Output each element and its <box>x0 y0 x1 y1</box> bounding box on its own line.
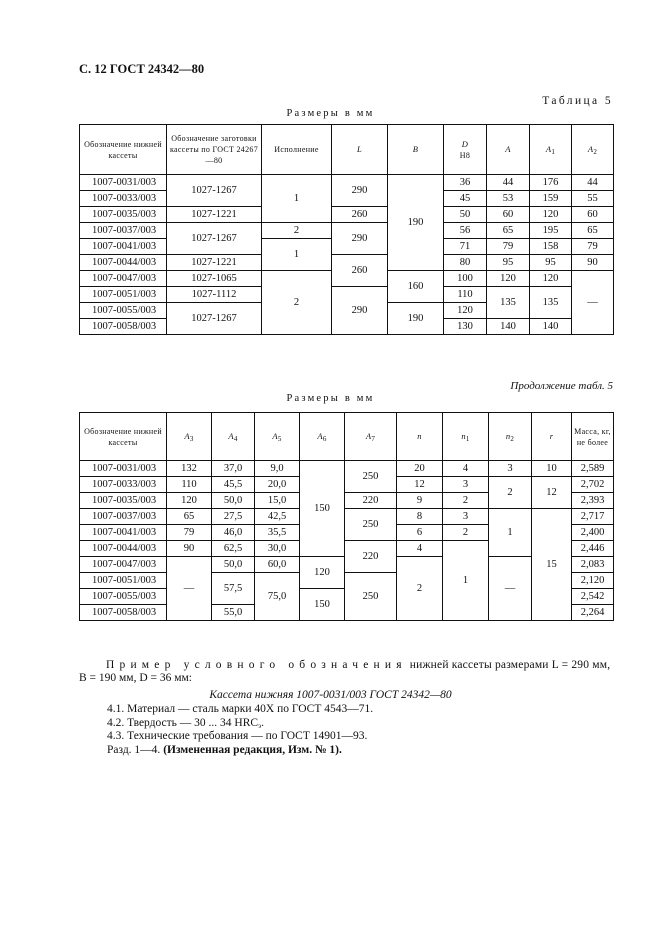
table-cell: 120 <box>530 207 572 223</box>
table-cell: 3 <box>489 461 532 477</box>
table-cell: 1007-0044/003 <box>80 255 167 271</box>
table-cell: 10 <box>532 461 572 477</box>
col-header-blank: Обозначение заготовки кассеты по ГОСТ 24267—80 <box>167 125 262 175</box>
table-cell: 1007-0035/003 <box>80 207 167 223</box>
table-cell: 1007-0041/003 <box>80 239 167 255</box>
table-cell: 56 <box>444 223 487 239</box>
table-cell: 79 <box>572 239 614 255</box>
table-cell: 9,0 <box>255 461 300 477</box>
col-header-A6: $A_6$ <box>300 413 345 461</box>
table-cell: 65 <box>167 509 212 525</box>
table-cell: 1027-1221 <box>167 207 262 223</box>
col-header-A5: $A_5$ <box>255 413 300 461</box>
table-cell: 90 <box>167 541 212 557</box>
table-cell: 3 <box>443 477 489 493</box>
table-cell: 6 <box>397 525 443 541</box>
table-cell: 1027-1112 <box>167 287 262 303</box>
table-cell: 1027-1065 <box>167 271 262 287</box>
table-cell: 2 <box>262 271 332 335</box>
table-cell: 1007-0041/003 <box>80 525 167 541</box>
table-cell: 53 <box>487 191 530 207</box>
table-cell: 1007-0035/003 <box>80 493 167 509</box>
table-cell: 220 <box>345 493 397 509</box>
dimensions-table <box>79 124 614 335</box>
table-cell: 90 <box>572 255 614 271</box>
table-cell: 45 <box>444 191 487 207</box>
table-cell: 2 <box>443 525 489 541</box>
table-cell: 1007-0047/003 <box>80 271 167 287</box>
table-cell: 1007-0033/003 <box>80 191 167 207</box>
table-cell: 260 <box>332 255 388 287</box>
table-cell: 158 <box>530 239 572 255</box>
table-cell: 2,589 <box>572 461 614 477</box>
table-cell: 4 <box>443 461 489 477</box>
table-cell: 55 <box>572 191 614 207</box>
table-cell: 46,0 <box>212 525 255 541</box>
table-cell: 2,120 <box>572 573 614 589</box>
units-note: Размеры в мм <box>286 108 375 119</box>
table-cell: 15 <box>532 509 572 621</box>
table-cell: 2,264 <box>572 605 614 621</box>
table-cell: 135 <box>487 287 530 319</box>
table-cell: — <box>489 557 532 621</box>
table-cell: 44 <box>572 175 614 191</box>
table-cell: 250 <box>345 573 397 621</box>
col-header-version: Исполнение <box>262 125 332 175</box>
col-header-D: D H8 <box>444 125 487 175</box>
col-header-B: B <box>388 125 444 175</box>
table-cell: 1 <box>262 239 332 271</box>
table-cell: 55,0 <box>212 605 255 621</box>
col-header-A7: $A_7$ <box>345 413 397 461</box>
table-cell: 75,0 <box>255 573 300 621</box>
table-cell: 2 <box>262 223 332 239</box>
table-cell: 2,702 <box>572 477 614 493</box>
table-cell: 60,0 <box>255 557 300 573</box>
example-rest: нижней кассеты размерами L = 290 мм, <box>406 659 611 671</box>
table-cell: 130 <box>444 319 487 335</box>
table-cell: 42,5 <box>255 509 300 525</box>
table-cell: 79 <box>167 525 212 541</box>
table-cell: 44 <box>487 175 530 191</box>
page-header: С. 12 ГОСТ 24342—80 <box>79 62 205 76</box>
table-cell: 80 <box>444 255 487 271</box>
table-cell: 20 <box>397 461 443 477</box>
table-cell: 1007-0044/003 <box>80 541 167 557</box>
table-cell: 50 <box>444 207 487 223</box>
table-caption: Таблица 5 <box>542 95 613 107</box>
table-cell: 2,083 <box>572 557 614 573</box>
table-cell: 60 <box>572 207 614 223</box>
col-header-n2: $n_2$ <box>489 413 532 461</box>
table-cell: 57,5 <box>212 573 255 605</box>
table-cell: 120 <box>167 493 212 509</box>
example-designation: Кассета нижняя 1007-0031/003 ГОСТ 24342—80 <box>209 689 452 701</box>
table-cell: 9 <box>397 493 443 509</box>
col-header-n: n <box>397 413 443 461</box>
example-line-2: B = 190 мм, D = 36 мм: <box>79 672 193 684</box>
table-cell: 160 <box>388 271 444 303</box>
table-cell: 12 <box>397 477 443 493</box>
col-header-L: L <box>332 125 388 175</box>
table-cell: 95 <box>487 255 530 271</box>
table-cell: 20,0 <box>255 477 300 493</box>
table-cell: 100 <box>444 271 487 287</box>
table-cell: 150 <box>300 589 345 621</box>
table-cell: 50,0 <box>212 557 255 573</box>
continuation-table <box>79 412 614 621</box>
table-cell: 60 <box>487 207 530 223</box>
table-cell: 2,400 <box>572 525 614 541</box>
table-cell: 110 <box>444 287 487 303</box>
table-cell: 1007-0031/003 <box>80 461 167 477</box>
example-heading: Пример условного обозначения <box>106 659 407 671</box>
table-cell: 30,0 <box>255 541 300 557</box>
table-cell: 140 <box>487 319 530 335</box>
table-cell: 250 <box>345 461 397 493</box>
revision-note: Разд. 1—4. (Измененная редакция, Изм. № 1). <box>107 744 342 756</box>
table-cell: 2 <box>397 557 443 621</box>
table-cell: 2,717 <box>572 509 614 525</box>
table-cell: 8 <box>397 509 443 525</box>
table-cell: 190 <box>388 303 444 335</box>
table-cell: 1 <box>489 509 532 557</box>
table-cell: 2,446 <box>572 541 614 557</box>
table-cell: 1027-1267 <box>167 223 262 255</box>
table-cell: 290 <box>332 175 388 207</box>
col-header-A4: $A_4$ <box>212 413 255 461</box>
table-cell: 1027-1221 <box>167 255 262 271</box>
table-cell: 150 <box>300 461 345 557</box>
table-cell: 1007-0037/003 <box>80 223 167 239</box>
col-header-A2: $A_2$ <box>572 125 614 175</box>
table-cell: 1027-1267 <box>167 175 262 207</box>
table-cell: 135 <box>530 287 572 319</box>
units-note: Размеры в мм <box>286 393 375 404</box>
table-cell: 1007-0031/003 <box>80 175 167 191</box>
table-cell: 1 <box>262 175 332 223</box>
table-cell: 3 <box>443 509 489 525</box>
table-cell: 120 <box>487 271 530 287</box>
table-cell: 1007-0051/003 <box>80 287 167 303</box>
table-cell: 1 <box>443 541 489 621</box>
table-cell: 35,5 <box>255 525 300 541</box>
table-cell: 1007-0051/003 <box>80 573 167 589</box>
table-cell: 110 <box>167 477 212 493</box>
col-header-r: r <box>532 413 572 461</box>
col-header-designation: Обозначение нижней кассеты <box>80 413 167 461</box>
table-cell: 290 <box>332 287 388 335</box>
example-line-1 <box>106 658 610 672</box>
table-cell: 50,0 <box>212 493 255 509</box>
table-cell: 36 <box>444 175 487 191</box>
table-cell: 79 <box>487 239 530 255</box>
col-header-n1: $n_1$ <box>443 413 489 461</box>
table-cell: 65 <box>487 223 530 239</box>
table-cell: 2,393 <box>572 493 614 509</box>
table-cell: 190 <box>388 175 444 271</box>
table-cell: 62,5 <box>212 541 255 557</box>
table-cell: — <box>167 557 212 621</box>
table-cell: 95 <box>530 255 572 271</box>
table-cell: 120 <box>300 557 345 589</box>
table-cell: 2 <box>443 493 489 509</box>
table-cell: 220 <box>345 541 397 573</box>
table-cell: 65 <box>572 223 614 239</box>
requirement-technical: 4.3. Технические требования — по ГОСТ 14901—93. <box>107 730 368 742</box>
table-cell: 1007-0055/003 <box>80 589 167 605</box>
table-cell: 290 <box>332 223 388 255</box>
table-cell: 71 <box>444 239 487 255</box>
col-header-mass: Масса, кг, не более <box>572 413 614 461</box>
col-header-A: A <box>487 125 530 175</box>
table-cell: 1007-0037/003 <box>80 509 167 525</box>
table-cell: 27,5 <box>212 509 255 525</box>
table-cell: 4 <box>397 541 443 557</box>
table-cell: 1007-0047/003 <box>80 557 167 573</box>
continuation-caption: Продолжение табл. 5 <box>510 380 613 392</box>
table-cell: 1007-0058/003 <box>80 605 167 621</box>
table-cell: 159 <box>530 191 572 207</box>
table-cell: 2 <box>489 477 532 509</box>
table-cell: 1007-0033/003 <box>80 477 167 493</box>
table-cell: 250 <box>345 509 397 541</box>
table-cell: 132 <box>167 461 212 477</box>
col-header-designation: Обозначение нижней кассеты <box>80 125 167 175</box>
table-cell: 1007-0055/003 <box>80 303 167 319</box>
requirement-hardness: 4.2. Твердость — 30 ... 34 $HRC_э$. <box>107 717 264 730</box>
col-header-A1: $A_1$ <box>530 125 572 175</box>
requirement-material: 4.1. Материал — сталь марки 40Х по ГОСТ 4543—71. <box>107 703 374 715</box>
table-cell: 37,0 <box>212 461 255 477</box>
table-cell: 120 <box>530 271 572 287</box>
table-cell: 260 <box>332 207 388 223</box>
table-cell: 12 <box>532 477 572 509</box>
table-cell: 2,542 <box>572 589 614 605</box>
table-cell: 15,0 <box>255 493 300 509</box>
table-cell: 195 <box>530 223 572 239</box>
table-cell: 120 <box>444 303 487 319</box>
table-cell: 1007-0058/003 <box>80 319 167 335</box>
table-cell: 1027-1267 <box>167 303 262 335</box>
table-cell: — <box>572 271 614 335</box>
col-header-A3: $A_3$ <box>167 413 212 461</box>
table-cell: 140 <box>530 319 572 335</box>
table-cell: 176 <box>530 175 572 191</box>
table-cell: 45,5 <box>212 477 255 493</box>
